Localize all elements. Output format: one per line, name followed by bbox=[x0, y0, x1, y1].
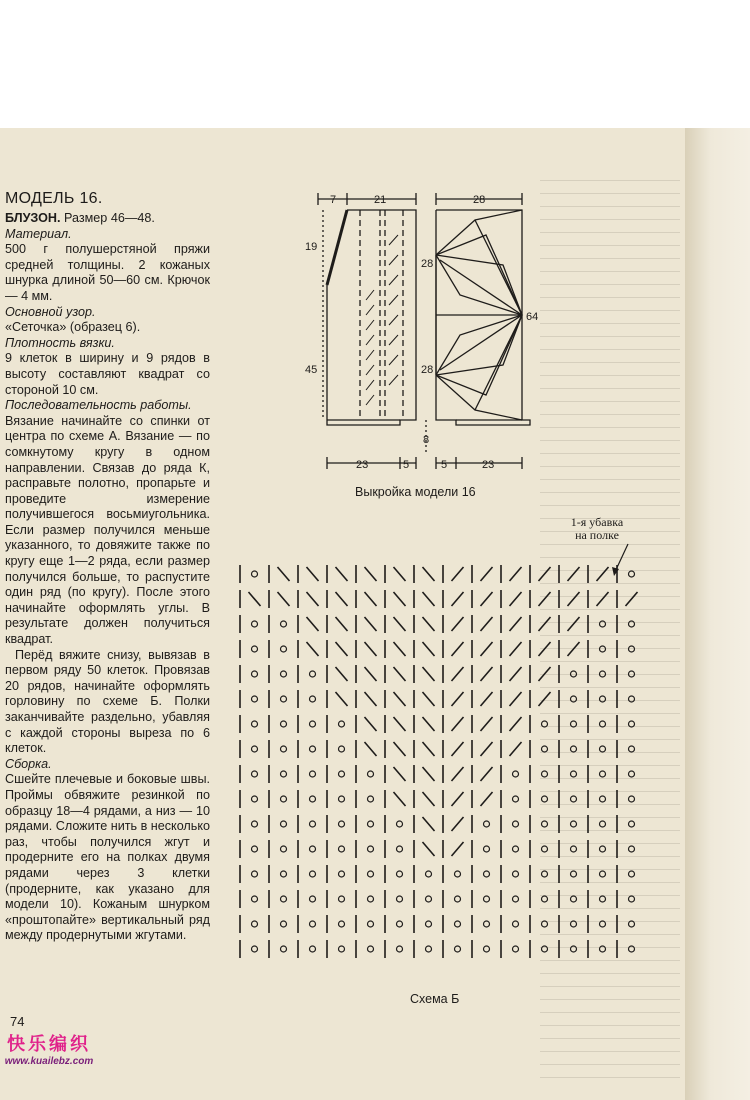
scheme-chain bbox=[455, 896, 461, 902]
scheme-diagonal bbox=[539, 667, 551, 681]
scheme-chain bbox=[368, 796, 374, 802]
scheme-chain bbox=[629, 696, 635, 702]
scheme-chain bbox=[513, 846, 519, 852]
scheme-chain bbox=[252, 571, 258, 577]
scheme-diagonal bbox=[307, 567, 319, 581]
scheme-chain bbox=[484, 896, 490, 902]
scheme-diagonal bbox=[481, 567, 493, 581]
scheme-diagonal bbox=[539, 617, 551, 631]
scheme-chain bbox=[310, 871, 316, 877]
scheme-chain bbox=[310, 946, 316, 952]
scheme-chain bbox=[339, 871, 345, 877]
scheme-diagonal bbox=[336, 642, 348, 656]
scheme-chain bbox=[281, 696, 287, 702]
scheme-chain bbox=[281, 646, 287, 652]
scheme-chain bbox=[571, 696, 577, 702]
scheme-diagonal bbox=[394, 717, 406, 731]
scheme-diagonal bbox=[336, 667, 348, 681]
scheme-diagonal bbox=[365, 667, 377, 681]
scheme-diagonal bbox=[365, 592, 377, 606]
scheme-chain bbox=[281, 946, 287, 952]
scheme-chain bbox=[281, 871, 287, 877]
scheme-chain bbox=[542, 771, 548, 777]
scheme-diagonal bbox=[394, 667, 406, 681]
scheme-diagonal bbox=[394, 592, 406, 606]
material-text: 500 г полушерстяной пряжи средней толщины. 2 кожаных шнурка длиной 50—60 см. Крючок — 4 мм. bbox=[5, 242, 210, 303]
scheme-chain bbox=[513, 796, 519, 802]
scheme-chain bbox=[310, 696, 316, 702]
scheme-chain bbox=[368, 896, 374, 902]
scheme-chain bbox=[281, 671, 287, 677]
scheme-chain bbox=[571, 896, 577, 902]
scheme-diagonal bbox=[365, 567, 377, 581]
scheme-chain bbox=[339, 771, 345, 777]
scheme-diagonal bbox=[452, 742, 464, 756]
first-decrease-note: 1-я убавка на полке bbox=[570, 515, 624, 542]
scheme-diagonal bbox=[394, 692, 406, 706]
scheme-diagonal bbox=[336, 692, 348, 706]
scheme-chain bbox=[542, 721, 548, 727]
scheme-chain bbox=[310, 896, 316, 902]
scheme-chain bbox=[513, 946, 519, 952]
scheme-diagonal bbox=[423, 717, 435, 731]
scheme-chain bbox=[397, 896, 403, 902]
scheme-chain bbox=[310, 771, 316, 777]
scheme-chain bbox=[484, 821, 490, 827]
scheme-chain bbox=[252, 746, 258, 752]
model-title bbox=[5, 190, 210, 208]
scheme-diagonal bbox=[423, 842, 435, 856]
model-number: МОДЕЛЬ 16. bbox=[5, 190, 103, 207]
logo-url: www.kuailebz.com bbox=[4, 1056, 94, 1067]
scheme-diagonal bbox=[365, 692, 377, 706]
assembly-label: Сборка. bbox=[5, 756, 52, 771]
scheme-chain bbox=[629, 846, 635, 852]
scheme-chain bbox=[571, 721, 577, 727]
scheme-chain bbox=[600, 621, 606, 627]
scheme-chain bbox=[368, 921, 374, 927]
scheme-chain bbox=[629, 721, 635, 727]
scheme-chain bbox=[252, 671, 258, 677]
pattern-label: Основной узор. bbox=[5, 304, 96, 319]
dim-bottom-right-small: 5 bbox=[441, 459, 448, 471]
material-label: Материал. bbox=[5, 226, 72, 241]
scheme-chain bbox=[252, 946, 258, 952]
scheme-chain bbox=[455, 921, 461, 927]
scheme-chain bbox=[252, 846, 258, 852]
scheme-diagonal bbox=[423, 567, 435, 581]
gauge-text: 9 клеток в ширину и 9 рядов в высоту составляют квадрат со стороной 10 см. bbox=[5, 351, 210, 397]
scheme-chain bbox=[455, 946, 461, 952]
scheme-chain bbox=[484, 871, 490, 877]
scheme-chain bbox=[455, 871, 461, 877]
scheme-chain bbox=[339, 746, 345, 752]
scheme-diagonal bbox=[539, 592, 551, 606]
scheme-chain bbox=[571, 671, 577, 677]
scheme-chain bbox=[629, 571, 635, 577]
scheme-diagonal bbox=[597, 592, 609, 606]
scheme-chain bbox=[600, 921, 606, 927]
scheme-caption: Схема Б bbox=[410, 992, 460, 1006]
gauge-label: Плотность вязки. bbox=[5, 335, 115, 350]
scheme-chain bbox=[513, 896, 519, 902]
scheme-diagonal bbox=[539, 642, 551, 656]
scheme-diagonal bbox=[423, 692, 435, 706]
scheme-diagonal bbox=[307, 617, 319, 631]
scheme-chain bbox=[629, 621, 635, 627]
scheme-chain bbox=[397, 871, 403, 877]
scheme-chain bbox=[542, 896, 548, 902]
scheme-chain bbox=[252, 646, 258, 652]
scheme-chain bbox=[339, 921, 345, 927]
scheme-chain bbox=[542, 821, 548, 827]
scheme-diagonal bbox=[510, 667, 522, 681]
scheme-diagonal bbox=[510, 692, 522, 706]
scheme-chain bbox=[600, 696, 606, 702]
scheme-chain bbox=[281, 721, 287, 727]
scheme-chain bbox=[484, 846, 490, 852]
page-edge-shadow bbox=[685, 128, 750, 1100]
scheme-diagonal bbox=[452, 767, 464, 781]
scheme-diagonal bbox=[365, 742, 377, 756]
scheme-diagonal bbox=[481, 717, 493, 731]
logo-text: 快乐编织 bbox=[7, 1034, 91, 1055]
instructions-column bbox=[5, 190, 210, 944]
scheme-chain bbox=[281, 621, 287, 627]
scheme-chain bbox=[252, 621, 258, 627]
scheme-diagonal bbox=[481, 642, 493, 656]
scheme-diagonal bbox=[452, 592, 464, 606]
scheme-chain bbox=[600, 771, 606, 777]
scheme-diagonal bbox=[423, 817, 435, 831]
logo-chinese bbox=[4, 1030, 94, 1056]
scheme-chain bbox=[571, 771, 577, 777]
scheme-chain bbox=[571, 871, 577, 877]
scheme-chain bbox=[281, 921, 287, 927]
scheme-chain bbox=[600, 946, 606, 952]
dim-bottom-left-small: 5 bbox=[403, 459, 410, 471]
scheme-chain bbox=[542, 871, 548, 877]
scheme-chain bbox=[310, 796, 316, 802]
scheme-chain bbox=[629, 921, 635, 927]
scheme-diagonal bbox=[365, 642, 377, 656]
scheme-chain bbox=[397, 946, 403, 952]
scheme-diagonal bbox=[510, 592, 522, 606]
scheme-diagonal bbox=[597, 567, 609, 581]
scheme-chain bbox=[629, 646, 635, 652]
dim-bottom-left: 23 bbox=[356, 459, 369, 471]
scheme-chain bbox=[484, 946, 490, 952]
scheme-chain bbox=[513, 871, 519, 877]
dim-top-mid: 21 bbox=[374, 194, 387, 206]
scheme-chain bbox=[629, 746, 635, 752]
scheme-chain bbox=[368, 846, 374, 852]
scheme-chain bbox=[310, 721, 316, 727]
scheme-chain bbox=[629, 871, 635, 877]
scheme-diagonal bbox=[394, 642, 406, 656]
scheme-diagonal bbox=[626, 592, 638, 606]
scheme-chain bbox=[397, 821, 403, 827]
dim-bottom-right: 23 bbox=[482, 459, 495, 471]
scheme-chain bbox=[600, 646, 606, 652]
dim-top-left: 7 bbox=[330, 194, 337, 206]
scheme-diagonal bbox=[336, 592, 348, 606]
scheme-diagonal bbox=[423, 792, 435, 806]
scheme-diagonal bbox=[481, 692, 493, 706]
scheme-chain bbox=[600, 746, 606, 752]
scheme-chain bbox=[281, 771, 287, 777]
scheme-diagonal bbox=[365, 717, 377, 731]
scheme-chain bbox=[310, 821, 316, 827]
crochet-scheme bbox=[225, 555, 645, 975]
dim-right-upper: 28 bbox=[421, 258, 434, 270]
scheme-chain bbox=[426, 871, 432, 877]
garment-size: Размер 46—48. bbox=[64, 211, 155, 225]
scheme-chain bbox=[281, 796, 287, 802]
scheme-diagonal bbox=[423, 767, 435, 781]
scheme-diagonal bbox=[452, 692, 464, 706]
scheme-chain bbox=[571, 746, 577, 752]
assembly-text: Сшейте плечевые и боковые швы. Проймы обвяжите резинкой по образцу 18—4 рядами, а низ — 10 рядами. Сложите нить в несколько раз, чтобы получился жгут и продерните его на полках двумя рядами через 3 клетки (продерните, как указано для модели 10). Кожаным шнурком «проштопайте» вертикальный ряд между продернутыми жгутами. bbox=[5, 772, 210, 943]
scheme-chain bbox=[252, 821, 258, 827]
scheme-chain bbox=[513, 821, 519, 827]
scheme-chain bbox=[397, 921, 403, 927]
scheme-chain bbox=[339, 821, 345, 827]
scheme-chain bbox=[542, 946, 548, 952]
scheme-diagonal bbox=[481, 742, 493, 756]
scheme-chain bbox=[542, 846, 548, 852]
scheme-chain bbox=[600, 871, 606, 877]
scheme-chain bbox=[571, 921, 577, 927]
scheme-chain bbox=[426, 921, 432, 927]
scheme-diagonal bbox=[278, 592, 290, 606]
scheme-diagonal bbox=[307, 592, 319, 606]
scheme-diagonal bbox=[278, 567, 290, 581]
scheme-chain bbox=[629, 771, 635, 777]
scheme-diagonal bbox=[510, 617, 522, 631]
page-number: 74 bbox=[10, 1014, 25, 1029]
dim-top-right: 28 bbox=[473, 194, 486, 206]
pattern-text: «Сеточка» (образец 6). bbox=[5, 320, 141, 335]
scheme-chain bbox=[600, 796, 606, 802]
dim-bottom-hem: 8 bbox=[423, 434, 430, 446]
pattern-diagram bbox=[290, 185, 550, 485]
scheme-diagonal bbox=[394, 567, 406, 581]
scheme-diagonal bbox=[336, 567, 348, 581]
scheme-diagonal bbox=[365, 617, 377, 631]
scheme-diagonal bbox=[539, 567, 551, 581]
scheme-chain bbox=[310, 846, 316, 852]
scheme-diagonal bbox=[510, 742, 522, 756]
scheme-diagonal bbox=[481, 617, 493, 631]
scheme-chain bbox=[252, 721, 258, 727]
scheme-diagonal bbox=[394, 792, 406, 806]
scheme-chain bbox=[629, 946, 635, 952]
dim-left-lower: 45 bbox=[305, 364, 318, 376]
sequence-text: Вязание начинайте со спинки от центра по схеме А. Вязание — по сомкнутому кругу в одном направлении. Связав до ряда К, расправьте полотно, пропарьте и проведите измерение получившегося восьмиугольника. Если размер получился меньше указанного, то довяжите также по кругу еще 1—2 ряда, если размер получился больше, то распустите один ряд (по кругу). После этого начинайте оформлять углы. В результате должен получиться квадрат. bbox=[5, 413, 210, 647]
scheme-chain bbox=[339, 721, 345, 727]
scheme-diagonal bbox=[423, 742, 435, 756]
dim-right-lower: 28 bbox=[421, 364, 434, 376]
scheme-diagonal bbox=[423, 592, 435, 606]
scheme-diagonal bbox=[423, 642, 435, 656]
scheme-chain bbox=[281, 746, 287, 752]
scheme-chain bbox=[629, 671, 635, 677]
scheme-chain bbox=[281, 821, 287, 827]
scheme-chain bbox=[513, 921, 519, 927]
scheme-chain bbox=[629, 821, 635, 827]
scheme-chain bbox=[571, 821, 577, 827]
garment-name: БЛУЗОН. bbox=[5, 211, 61, 225]
scheme-diagonal bbox=[452, 667, 464, 681]
scheme-chain bbox=[368, 821, 374, 827]
sequence-label: Последовательность работы. bbox=[5, 398, 192, 413]
scheme-diagonal bbox=[452, 567, 464, 581]
scheme-diagonal bbox=[249, 592, 261, 606]
scheme-chain bbox=[571, 846, 577, 852]
scheme-diagonal bbox=[394, 742, 406, 756]
scheme-diagonal bbox=[336, 617, 348, 631]
scheme-chain bbox=[629, 796, 635, 802]
scheme-chain bbox=[629, 896, 635, 902]
scheme-chain bbox=[600, 846, 606, 852]
scheme-chain bbox=[252, 796, 258, 802]
dim-right-side: 64 bbox=[526, 311, 539, 323]
scheme-chain bbox=[368, 771, 374, 777]
scheme-diagonal bbox=[452, 792, 464, 806]
scheme-diagonal bbox=[481, 667, 493, 681]
scheme-chain bbox=[600, 721, 606, 727]
scheme-chain bbox=[368, 946, 374, 952]
scheme-diagonal bbox=[510, 642, 522, 656]
scheme-diagonal bbox=[481, 592, 493, 606]
scheme-diagonal bbox=[307, 642, 319, 656]
scheme-chain bbox=[542, 921, 548, 927]
scheme-diagonal bbox=[568, 567, 580, 581]
scheme-diagonal bbox=[539, 692, 551, 706]
garment-line bbox=[5, 211, 210, 227]
scheme-chain bbox=[339, 846, 345, 852]
scheme-chain bbox=[484, 921, 490, 927]
scheme-chain bbox=[368, 871, 374, 877]
scheme-chain bbox=[513, 771, 519, 777]
scheme-diagonal bbox=[568, 617, 580, 631]
scheme-diagonal bbox=[568, 592, 580, 606]
scheme-chain bbox=[426, 896, 432, 902]
scheme-chain bbox=[252, 896, 258, 902]
pattern-caption: Выкройка модели 16 bbox=[355, 485, 476, 499]
scheme-chain bbox=[339, 796, 345, 802]
scheme-diagonal bbox=[394, 617, 406, 631]
scheme-diagonal bbox=[481, 792, 493, 806]
scheme-chain bbox=[281, 846, 287, 852]
scheme-chain bbox=[571, 796, 577, 802]
scheme-chain bbox=[252, 871, 258, 877]
watermark-logo bbox=[4, 1030, 94, 1067]
scheme-chain bbox=[571, 946, 577, 952]
scheme-diagonal bbox=[423, 617, 435, 631]
scheme-chain bbox=[310, 746, 316, 752]
scheme-chain bbox=[339, 946, 345, 952]
scheme-chain bbox=[310, 921, 316, 927]
scheme-chain bbox=[310, 671, 316, 677]
scheme-chain bbox=[281, 896, 287, 902]
scheme-diagonal bbox=[452, 842, 464, 856]
scheme-diagonal bbox=[510, 567, 522, 581]
scheme-diagonal bbox=[510, 717, 522, 731]
scheme-chain bbox=[542, 746, 548, 752]
scheme-diagonal bbox=[452, 617, 464, 631]
scheme-diagonal bbox=[452, 642, 464, 656]
scheme-diagonal bbox=[452, 817, 464, 831]
scheme-chain bbox=[252, 921, 258, 927]
scheme-chain bbox=[252, 771, 258, 777]
scheme-chain bbox=[397, 846, 403, 852]
scheme-chain bbox=[600, 671, 606, 677]
scheme-chain bbox=[252, 696, 258, 702]
scheme-diagonal bbox=[568, 642, 580, 656]
scheme-diagonal bbox=[423, 667, 435, 681]
scheme-diagonal bbox=[394, 767, 406, 781]
scheme-chain bbox=[426, 946, 432, 952]
scheme-chain bbox=[542, 796, 548, 802]
dim-left-upper: 19 bbox=[305, 241, 318, 253]
scheme-chain bbox=[600, 821, 606, 827]
scheme-chain bbox=[339, 896, 345, 902]
scheme-diagonal bbox=[452, 717, 464, 731]
front-paragraph: Перёд вяжите снизу, вывязав в первом ряду 50 клеток. Провязав 20 рядов, начинайте оформлять горловину по схеме Б. Полки заканчивайте раздельно, убавляя с каждой стороны выреза по 6 клеток. bbox=[5, 647, 210, 756]
scheme-diagonal bbox=[481, 767, 493, 781]
scheme-chain bbox=[600, 896, 606, 902]
